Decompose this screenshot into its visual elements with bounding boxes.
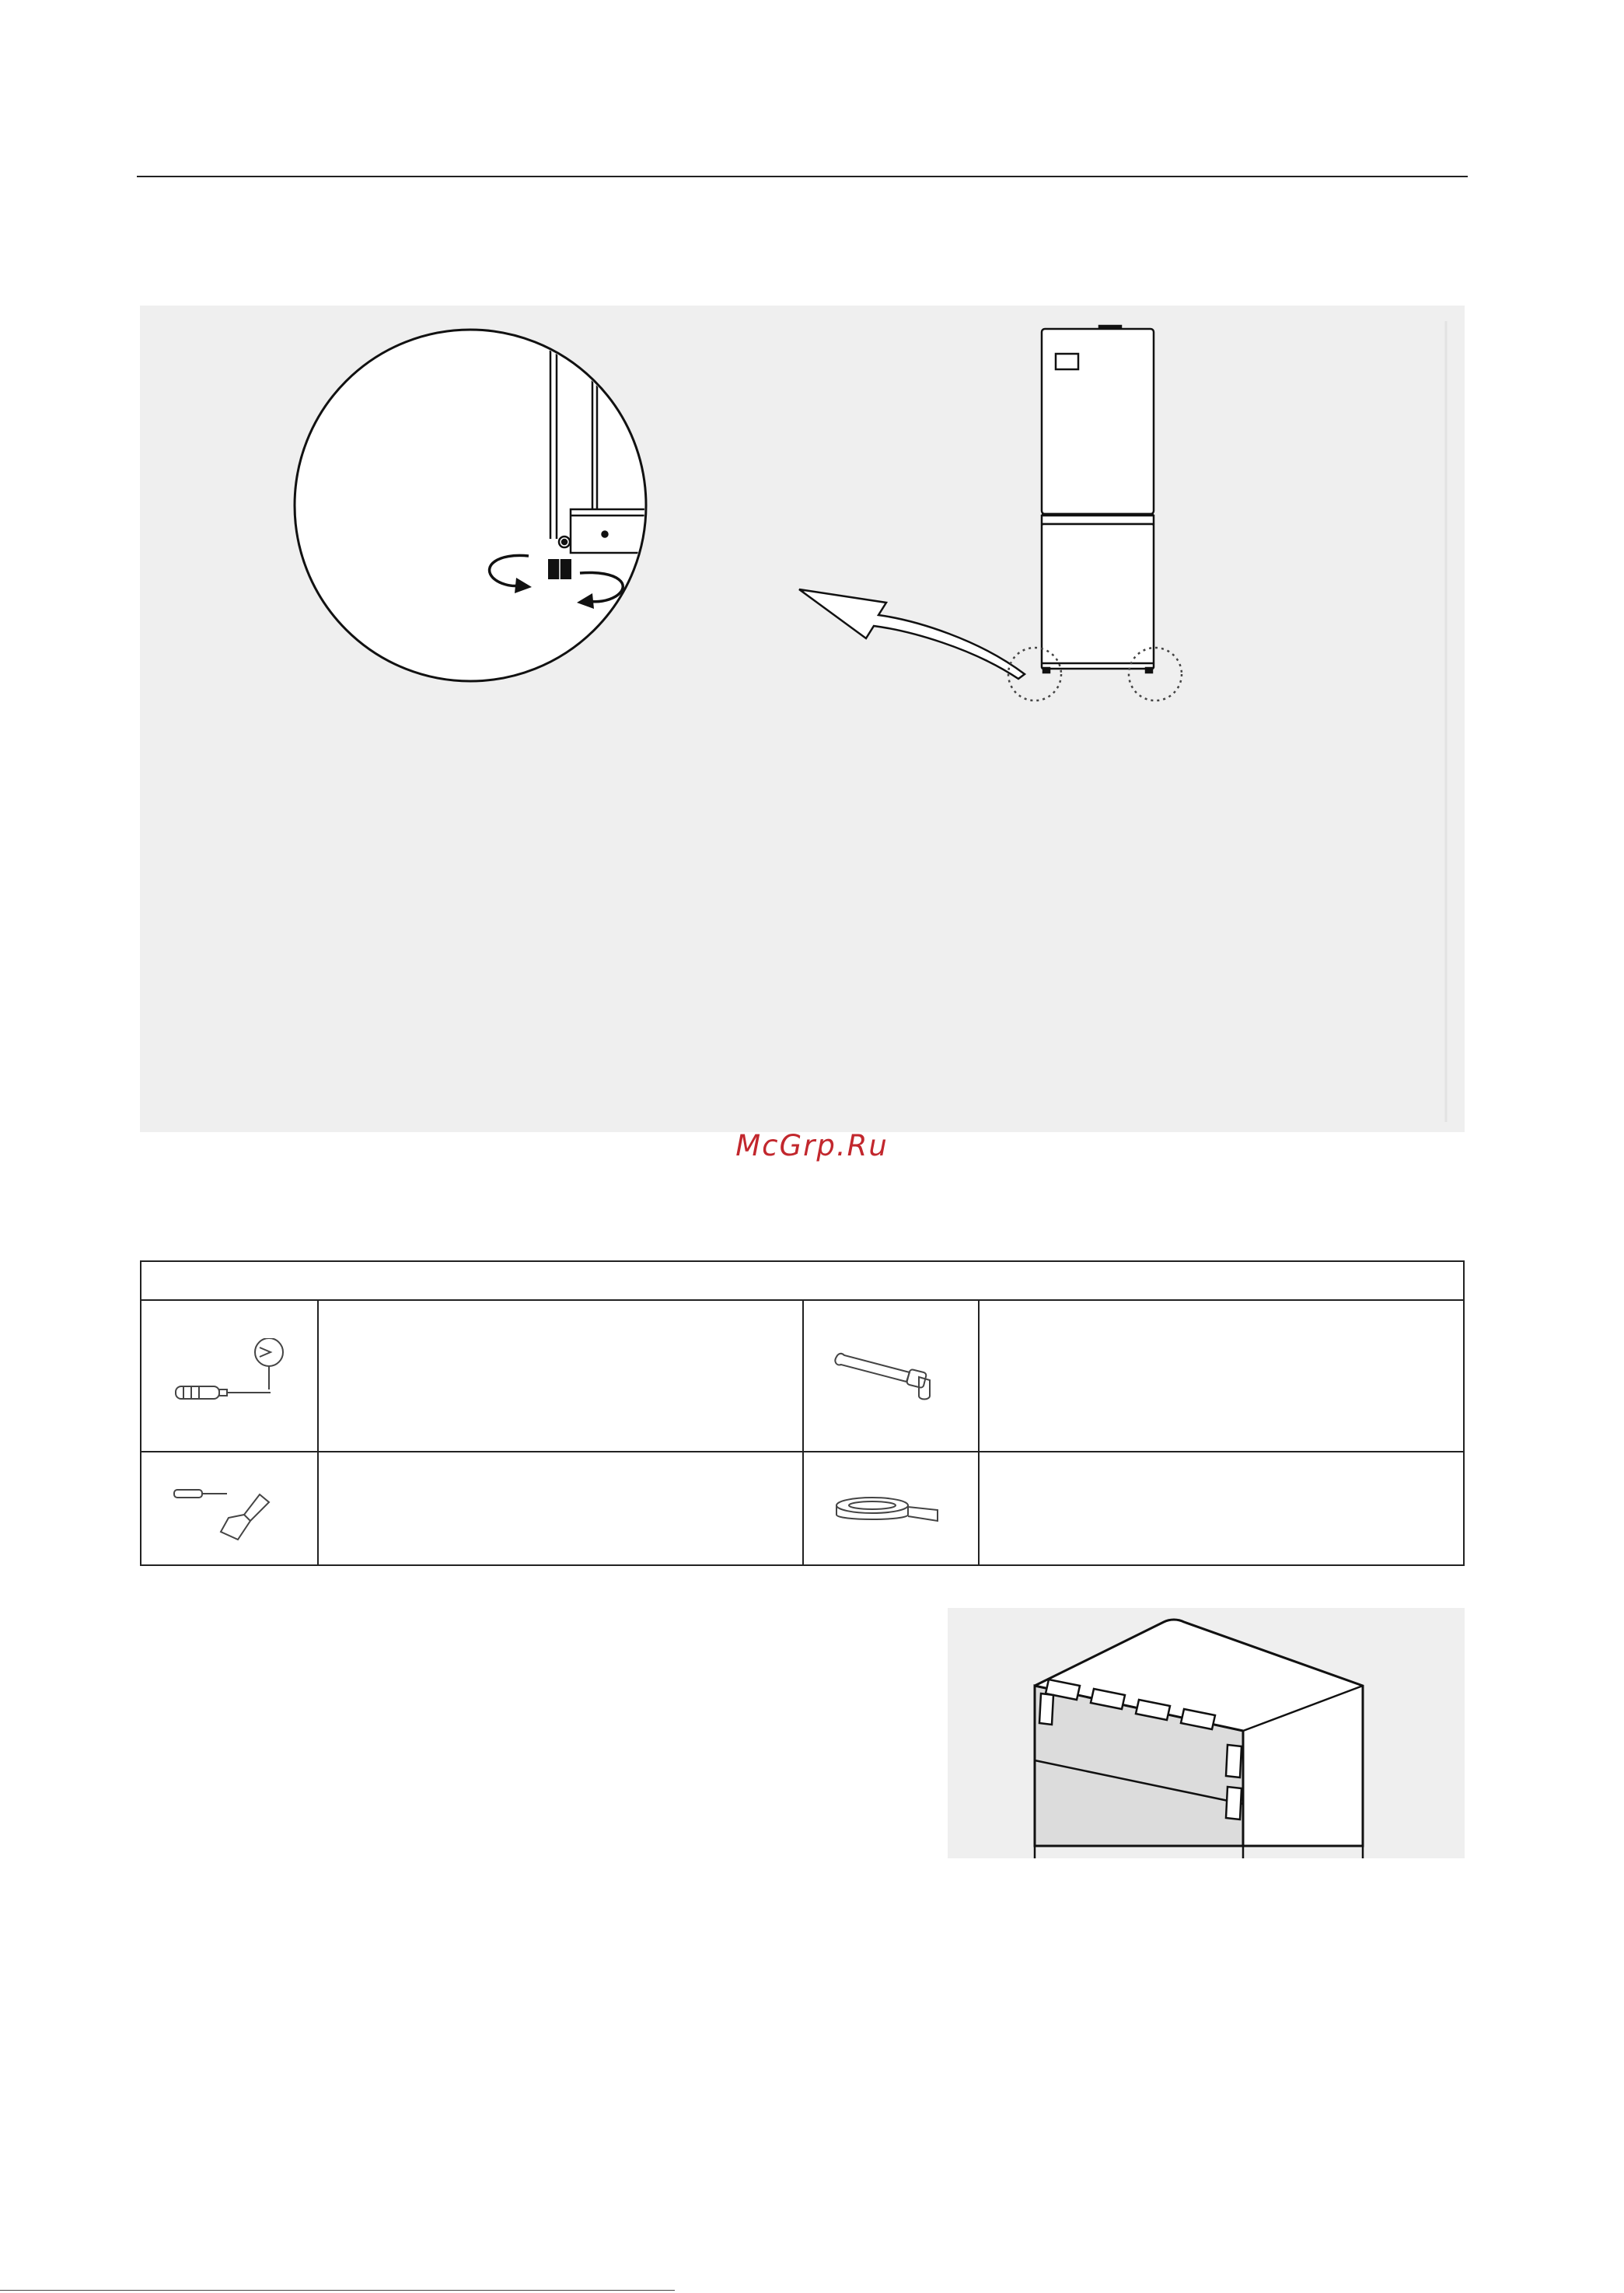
table-row — [141, 1301, 317, 1451]
callout-arrow-icon — [799, 589, 1025, 679]
watermark: McGrp.Ru — [735, 1129, 889, 1162]
screwdriver-putty-knife-icon — [173, 1484, 289, 1546]
tools-table — [140, 1260, 1465, 1566]
magnifier-circle — [295, 321, 819, 681]
footer-rule — [0, 2290, 675, 2291]
tape-roll-icon — [832, 1493, 948, 1540]
table-row — [802, 1301, 978, 1451]
leveling-illustration — [140, 306, 1465, 1132]
taping-figure — [948, 1608, 1465, 1858]
fridge-top-tape-strips — [948, 1608, 1465, 1858]
tools-table-col-divider — [978, 1301, 980, 1564]
phillips-screwdriver-icon — [173, 1338, 289, 1416]
tools-table-col-divider — [317, 1301, 319, 1564]
top-rule — [137, 176, 1468, 177]
leveling-figure — [140, 306, 1465, 1132]
table-row — [802, 1452, 978, 1566]
tools-table-header — [141, 1262, 1463, 1301]
leveling-foot — [548, 559, 571, 579]
table-row — [141, 1452, 317, 1566]
fridge-front-view — [1042, 326, 1154, 673]
socket-wrench-icon — [832, 1347, 948, 1410]
